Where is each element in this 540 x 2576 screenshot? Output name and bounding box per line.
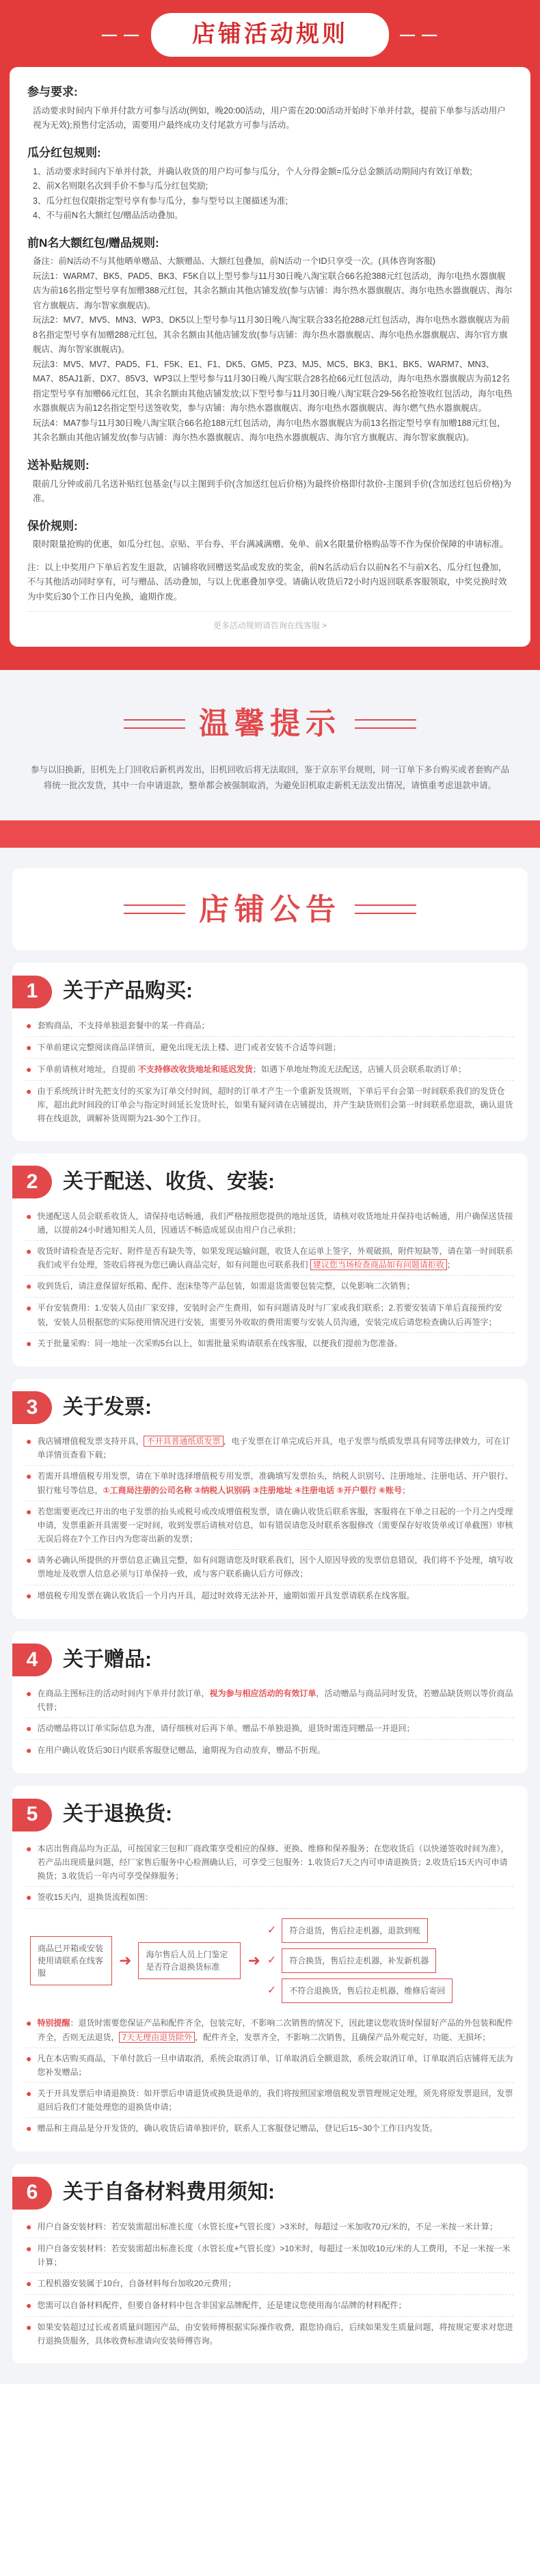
notice-item-text: 收货时请检查是否完好、附件是否有缺失等，如果发现运输问题，收货人在运单上签字，外观破损，附件短缺等，请在第一时间联系我们或平台处理，签收后将视为您已确认商品完好，如有问题也可联系我们 建议您当场检查商品如有问题请拒收 ； [37,1246,513,1270]
notice-item-text: 增值税专用发票在确认收货后一个月内开具，超过时效将无法补开，逾期如需开具发票请联系在线客服。 [37,1590,415,1600]
warm-tips-header [14,697,526,750]
bullet-icon: ● [26,2052,32,2064]
bullet-icon: ● [26,2017,32,2029]
rules-paragraph: 玩法2：MV7、MV5、MN3、WP3、DK5以上型号参与11月30日晚八淘宝联合33名抢288元红包活动，海尔电热水器旗舰店为前8名指定型号享有加赠288元红包，其余名额由其他店铺发放(参与店铺：海尔热水器旗舰店、海尔电热水器旗舰店、海尔官方旗舰店、海尔智家旗舰店)。 [33,315,510,355]
bullet-icon: ● [26,1471,32,1482]
bullet-icon: ● [26,1892,32,1903]
rules-paragraph: 2、前X名则限名次到手价不参与瓜分红包奖励; [33,181,208,191]
warm-tips-section [0,670,540,820]
rules-note: 注：以上中奖用户下单后若发生退款，店铺将收回赠送奖品或发放的奖金，前N名活动后台以前N名不与前X名、瓜分红包叠加，不与其他活动同时享有，可与赠品、活动叠加，与以上优惠叠加享受。请确认收货后72小时内返回联系客服领取，中奖兑换时效为中奖后30个工作日内免换，逾期作废。 [27,562,507,602]
flow-result-box: 符合退货，售后拉走机器，退款到账 [282,1918,428,1943]
section-number: 6 [12,2177,52,2210]
bullet-icon: ● [26,2087,32,2099]
bullet-icon: ● [26,2278,32,2290]
bullet-icon: ● [26,1745,32,1756]
rules-deco-left: — — [101,25,140,43]
notice-title-box [12,868,528,950]
rules-heading: 前N名大额红包/赠品规则: [27,236,159,250]
notice-sections [12,963,528,2363]
rules-heading: 送补贴规则: [27,458,90,472]
bullet-icon: ● [26,1302,32,1314]
section-number: 2 [12,1166,52,1198]
notice-item-text: 由于系统统计时先把支付的买家为订单交付时间，超时的订单才产生一个重新发货规则，下单后平台会第一时间联系我们的发货仓库，超出此时间段的订单会与指定时间延长发货时长，如果有疑问请在店铺提出，并产生缺货则们会第一时间联系您退款，确认退货将在线退款，调解补货周期为21-30个工作日。 [37,1086,513,1124]
rules-paragraph: 限时限量抢购的优惠，如瓜分红包、京贴、平台券、平台满减满赠、免单、前X名限量价格购品等不作为保价保障的申请标准。 [33,539,509,550]
notice-item [26,1740,514,1761]
title-deco-lines [355,904,416,914]
notice-item-text: 关于批量采购：同一地址一次采购5台以上，如需批量采购请联系在线客服，以便我们提前为您准备。 [37,1338,403,1348]
section-number: 5 [12,1799,52,1832]
notice-item-text: 快递配送人员会联系收货人，请保持电话畅通，我们严格按照您提供的地址送货，请核对收货地址并保持电话畅通，用户确保送货接通，以提前24小时通知相关人员，因通话不畅造成延误由用户自己承担； [37,1211,513,1235]
notice-item [26,1466,514,1501]
check-icon: ✓ [267,1924,277,1937]
rules-paragraph: 3、瓜分红包仅限指定型号享有参与瓜分，参与型号以主图描述为准; [33,196,288,206]
bullet-icon: ● [26,1337,32,1349]
notice-item-text: 收到货后，请注意保留好纸箱、配件、泡沫垫等产品包装，如需退货需要包装完整，以免影响二次销售； [37,1281,415,1291]
notice-title: 店铺公告 [199,892,341,926]
section-body [26,1015,514,1129]
notice-item [26,2273,514,2295]
notice-item-text: 本店出售商品均为正品，可按国家三包和厂商政策享受相应的保修、更换、维修和保养服务；在您收货后（以快递签收时间为准），若产品出现质量问题，经厂家售后服务中心检测确认后，可享受三包服务：1.收货后7天之内可申请退换货；2.收货后15天内可申请换货；3.收货后一年内可享受保修服务； [37,1843,509,1881]
bullet-icon: ● [26,1019,32,1031]
bullet-icon: ● [26,1555,32,1566]
section-header [12,974,514,1010]
flow-result [267,1948,510,1973]
notice-section [12,1379,528,1619]
title-deco-lines [355,719,416,729]
notice-item [26,2083,514,2118]
rules-paragraph: 玩法3：MV5、MV7、PAD5、F1、F5K、E1、F1、DK5、GM5、PZ3、MJ5、MC5、BK3、BK1、BK5、WARM7、MN3、MA7、85AJ1新、DX7、85V3、WP3以上型号参与11月30日晚八淘宝联合28名抢66元红包活动，海尔电热水器旗舰店为前12名指定型号享有加赠66元红包，其余名额由其他店铺发放;以下型号参与11月30日晚八淘宝联合29-56名抢签收红包活动，海尔电热水器旗舰店为前12名指定型号送签收奖，参与店铺：海尔热水器旗舰店、海尔电热水器旗舰店、海尔燃气热水器旗舰店。 [33,359,513,414]
bullet-icon: ● [26,1589,32,1601]
bullet-icon: ● [26,2221,32,2232]
rules-heading: 瓜分红包规则: [27,146,101,159]
notice-item-text: 套购商品，不支持单独退套餐中的某一件商品； [37,1020,210,1030]
notice-item-text: 请务必确认所提供的开票信息正确且完整，如有问题请您及时联系我们，因个人原因导致的发票信息错误，我们将不予处理，填写收票地址及收票人信息必须与订单保持一致，或与客户联系确认后方可修改； [37,1555,513,1579]
warm-tips-text: 参与以旧换新，旧机先上门回收后新机再发出，旧机回收后将无法取回，鉴于京东平台规则，同一订单下多台购买或者套购产品将统一批次发货，其中一台申请退款，整单都会被强制取消，为避免旧机取走新机无法发出情况，请慎重考虑退款申请。 [30,765,509,790]
notice-item-text: 关于开具发票后申请退换货：如开票后申请退货或换货退单的，我们将按照国家增值税发票管理规定处理，须先将原发票退回，发票退回后我们才能处理您的退换货申请； [37,2088,513,2112]
section-body [26,1683,514,1761]
warm-tips-title: 温馨提示 [199,707,341,741]
rules-paragraph: 活动要求时间内下单并付款方可参与活动(例如，晚20:00活动，用户需在20:00活动开始时下单并付款，提前下单参与活动用户视为无效);预售付定活动，需要用户最终成功支付尾款方可参与活动。 [33,105,506,131]
rules-paragraph: 玩法1：WARM7、BK5、PAD5、BK3、F5K自以上型号参与11月30日晚八淘宝联合66名抢388元红包活动，海尔电热水器旗舰店为前16名指定型号享有加赠388元红包，其余名额由其他店铺发放(参与店铺：海尔热水器旗舰店、海尔电热水器旗舰店、海尔官方旗舰店、海尔智家旗舰店)。 [33,271,513,310]
section-header [12,1164,514,1200]
bullet-icon: ● [26,1063,32,1075]
section-body [26,1431,514,1606]
rules-card [10,67,530,647]
notice-item [26,2013,514,2048]
notice-band [0,820,540,848]
notice-section [12,963,528,1141]
section-number: 1 [12,976,52,1008]
bullet-icon: ● [26,2242,32,2254]
section-header [12,1390,514,1426]
rules-footer-link[interactable]: 更多活动规则请咨询在线客服 > [213,621,327,631]
notice-item [26,1718,514,1740]
check-icon: ✓ [267,1985,277,1997]
bullet-icon: ● [26,2322,32,2333]
bullet-icon: ● [26,1436,32,1447]
rules-paragraph: 玩法4：MA7参与11月30日晚八淘宝联合66名抢188元红包活动，海尔电热水器旗舰店为前13名指定型号享有加赠188元红包，其余名额由其他店铺发放(参与店铺：海尔热水器旗舰店、海尔电热水器旗舰店、海尔官方旗舰店、海尔智家旗舰店)。 [33,418,506,443]
rules-paragraph: 限前几分钟或前几名送补贴红包基金(与以主图到手价(含加送红包后价格)为最终价格即付款价-主图到手价(含加送红包后价格)为准。 [33,479,511,503]
notice-item-text: 我店铺增值税发票支持开具， 不开具普通纸质发票 ，电子发票在订单完成后开具，电子发票与纸质发票具有同等法律效力，可在订单详情页查看下载； [37,1436,511,1460]
bullet-icon: ● [26,2300,32,2311]
check-icon: ✓ [267,1955,277,1967]
bullet-icon: ● [26,1723,32,1734]
notice-item-text: 下单前建议完整阅读商品详情页，避免出现无法上楼、进门或者安装不合适等问题； [37,1042,341,1052]
notice-section [12,1631,528,1774]
notice-item-text: 用户自备安装材料：若安装需超出标准长度（水管长度+气管长度）>3米时，每超过一米加收70元/米的，不足一米按一米计算； [37,2221,498,2231]
notice-item-text: 凡在本店购买商品，下单付款后一旦申请取消，系统会取消订单，订单取消后全额退款，系统会取消订单，订单取消后店铺将无法为您补发赠品； [37,2053,513,2077]
section-title: 关于配送、收货、安装: [63,1170,275,1194]
bullet-icon: ● [26,1688,32,1700]
bullet-icon: ● [26,2123,32,2134]
divider [27,611,513,612]
notice-item [26,1333,514,1354]
notice-item [26,1838,514,1887]
section-title: 关于退换货: [63,1803,172,1826]
notice-item-text: 如果安装超过过长或者质量问题因产品，由安装师傅根据实际操作收费，跟您协商后，后续如果发生质量问题，将按规定要求对您进行退换货服务，具体收费标准请向安装师傅咨询。 [37,2322,513,2346]
notice-item-text: 您需可以自备材料配件，但要自备材料中包含非国家品牌配件，还是建议您使用海尔品牌的材料配件； [37,2300,407,2311]
bullet-icon: ● [26,1505,32,1517]
arrow-right-icon: ➜ [247,1952,260,1970]
flow-start-box: 商品已开箱或安装使用请联系在线客服 [30,1936,112,1985]
section-number: 3 [12,1391,52,1424]
notice-item [26,2048,514,2083]
notice-item [26,1431,514,1466]
notice-item [26,1501,514,1550]
arrow-right-icon: ➜ [119,1952,132,1970]
store-notice-section [0,848,540,2384]
notice-item [26,1550,514,1585]
section-body [26,1206,514,1354]
notice-item [26,1887,514,1909]
title-deco-lines [124,719,185,729]
section-title: 关于自备材料费用须知: [63,2181,275,2204]
notice-section [12,2164,528,2363]
notice-item-text: 用户自备安装材料：若安装需超出标准长度（水管长度+气管长度）>10米时，每超过一米加收10元/米的人工费用，不足一米按一米计算； [37,2243,511,2267]
bullet-icon: ● [26,1842,32,1854]
section-body [26,2216,514,2352]
notice-item-text: 特别提醒：退货时需要您保证产品和配件齐全，包装完好，不影响二次销售的情况下，因此建议您收货时保留好产品的外包装和配件齐全，否则无法退货， 7天无理由退货除外 ，配件齐全，发票齐全，不影响二次销售，且确保产品外观完好，功能、无损坏； [37,2018,513,2042]
rules-title: 店铺活动规则 [151,13,389,57]
notice-item [26,2216,514,2238]
bullet-icon: ● [26,1280,32,1292]
rules-heading: 保价规则: [27,519,78,533]
bullet-icon: ● [26,1246,32,1257]
notice-item [26,1585,514,1607]
section-header [12,2175,514,2211]
notice-item [26,2295,514,2317]
flow-middle-box: 海尔售后人员上门鉴定是否符合退换货标准 [138,1942,241,1979]
return-flow-diagram [26,1909,514,2013]
notice-item [26,2238,514,2273]
rules-paragraph: 4、不与前N名大额红包/赠品活动叠加。 [33,211,183,220]
flow-result-box: 符合换货，售后拉走机器，补发新机器 [282,1948,436,1973]
bullet-icon: ● [26,1041,32,1053]
section-title: 关于产品购买: [63,980,193,1003]
flow-result [267,1918,510,1943]
section-header [12,1642,514,1678]
notice-item-text: 签收15天内，退换货流程如图： [37,1892,153,1903]
notice-item [26,2317,514,2351]
notice-item [26,1298,514,1332]
notice-section [12,1786,528,2151]
section-header [12,1797,514,1833]
flow-result [267,1978,510,2003]
notice-item-text: 若您需要更改已开出的电子发票的抬头或税号或改成增值税发票，请在确认收货后联系客服，客服将在下单之日起的一个月之内受理申请，发票重新开具需要一定时间，收到发票后请核对信息，如有错误请您及时联系客服修改（需要保存好收货单或订单截图）审核无误后将在7个工作日内为您寄出新的发票； [37,1506,513,1544]
title-deco-lines [124,904,185,914]
rules-paragraph: 1、活动要求时间内下单并付款，并确认收货的用户均可参与瓜分，个人分得金额=瓜分总金额活动期间内有效订单数; [33,166,472,176]
notice-item-text: 若需开具增值税专用发票，请在下单时选择增值税专用发票，准确填写发票抬头，纳税人识别号、注册地址、注册电话、开户银行、银行账号等信息，①工商局注册的公司名称 ②纳税人识别码 ③注册地址 ④注册电话 ⑤开户银行 ⑥账号； [37,1471,513,1495]
notice-item [26,1037,514,1059]
notice-item [26,1059,514,1081]
bullet-icon: ● [26,1085,32,1097]
notice-item [26,1683,514,1718]
notice-item [26,1276,514,1298]
activity-rules-section [0,0,540,670]
notice-item [26,1241,514,1276]
notice-section [12,1153,528,1366]
flow-result-box: 不符合退换货，售后拉走机器，维修后寄回 [282,1978,453,2003]
notice-item-text: 在用户确认收货后30日内联系客服登记赠品，逾期视为自动放弃，赠品不折现。 [37,1745,325,1756]
bullet-icon: ● [26,1210,32,1222]
rules-header [10,15,530,55]
section-title: 关于赠品: [63,1648,152,1671]
notice-item-text: 活动赠品将以订单实际信息为准，请仔细核对后再下单。赠品不单独退换，退货时需连同赠品一并退回； [37,1723,415,1734]
notice-item-text: 赠品和主商品是分开发货的，确认收货后请单独评价，联系人工客服登记赠品，登记后15~30个工作日内发货。 [37,2123,438,2134]
notice-item [26,1015,514,1037]
notice-item [26,1081,514,1129]
notice-item-text: 平台安装费用：1.安装人员由厂家安排，安装时会产生费用，如有问题请及时与厂家或我们联系；2.若要安装请下单后直接预约安装，安装人员根据您的实际使用情况进行安装，需要另外收取的费用需要与安装人员沟通，安装完成后请您检查确认后再签字； [37,1303,502,1327]
flow-results [267,1918,510,2003]
notice-item [26,1206,514,1241]
section-title: 关于发票: [63,1395,152,1419]
notice-item-text: 下单前请核对地址，自提前 不支持修改收货地址和延迟发货；如遇下单地址物流无法配送，店铺人员会联系取消订单； [37,1064,466,1074]
notice-item [26,2118,514,2139]
rules-deco-right: — — [400,25,439,43]
notice-item-text: 工程机器安装属于10台，自备材料每台加收20元费用； [37,2279,237,2289]
section-number: 4 [12,1643,52,1676]
section-body [26,1838,514,2139]
rules-paragraph: 备注：前N活动不与其他晒单赠品、大额赠品、大额红包叠加，前N活动一个ID只享受一次。(具体咨询客服) [33,256,435,267]
rules-heading: 参与要求: [27,85,78,98]
notice-item-text: 在商品主图标注的活动时间内下单并付款订单，视为参与相应活动的有效订单，活动赠品与商品同时发货，若赠品缺货则以等价商品代替； [37,1689,513,1713]
